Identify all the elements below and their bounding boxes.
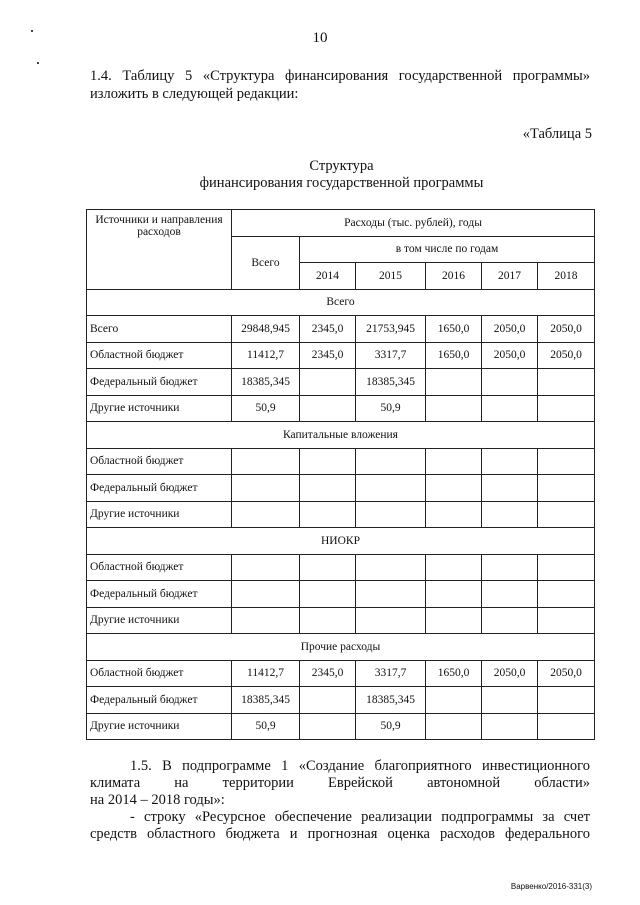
row-label: Федеральный бюджет <box>87 369 232 396</box>
value-cell <box>538 554 595 581</box>
section-title: НИОКР <box>87 528 595 555</box>
value-cell: 18385,345 <box>232 687 300 714</box>
value-cell <box>356 501 426 528</box>
page-number: 10 <box>312 30 328 46</box>
value-cell <box>482 607 538 634</box>
header-year: 2018 <box>538 263 595 290</box>
value-cell <box>426 581 482 608</box>
row-label: Федеральный бюджет <box>87 475 232 502</box>
header-row-1 <box>87 210 595 237</box>
header-by-years: в том числе по годам <box>300 236 595 263</box>
section-1-5 <box>90 758 590 843</box>
table-row <box>87 607 595 634</box>
row-label: Другие источники <box>87 395 232 422</box>
value-cell <box>426 713 482 740</box>
value-cell: 18385,345 <box>356 369 426 396</box>
header-sources: Источники и направления расходов <box>87 210 232 290</box>
row-label: Всего <box>87 316 232 343</box>
table-row <box>87 448 595 475</box>
value-cell <box>482 501 538 528</box>
row-label: Областной бюджет <box>87 554 232 581</box>
value-cell: 18385,345 <box>356 687 426 714</box>
header-year: 2015 <box>356 263 426 290</box>
table-row <box>87 713 595 740</box>
section-row <box>87 634 595 661</box>
scan-mark <box>37 62 39 64</box>
value-cell <box>300 581 356 608</box>
value-cell: 2050,0 <box>538 342 595 369</box>
value-cell <box>356 581 426 608</box>
row-label: Другие источники <box>87 501 232 528</box>
value-cell: 50,9 <box>356 395 426 422</box>
value-cell <box>232 501 300 528</box>
table-row <box>87 554 595 581</box>
value-cell <box>426 475 482 502</box>
row-label: Другие источники <box>87 713 232 740</box>
value-cell: 50,9 <box>232 395 300 422</box>
section-1-5-line-5: средств областного бюджета и прогнозная оценка расходов федерального <box>90 826 590 842</box>
value-cell <box>538 395 595 422</box>
value-cell: 1650,0 <box>426 316 482 343</box>
value-cell <box>482 448 538 475</box>
intro-line-2: изложить в следующей редакции: <box>90 86 299 102</box>
value-cell <box>538 581 595 608</box>
value-cell <box>300 448 356 475</box>
value-cell <box>482 395 538 422</box>
value-cell <box>482 369 538 396</box>
row-label: Областной бюджет <box>87 448 232 475</box>
value-cell <box>426 448 482 475</box>
value-cell: 2050,0 <box>538 316 595 343</box>
header-year: 2017 <box>482 263 538 290</box>
section-row <box>87 528 595 555</box>
footer-code: Варвенко/2016-331(3) <box>510 882 592 891</box>
value-cell: 1650,0 <box>426 660 482 687</box>
header-year: 2016 <box>426 263 482 290</box>
value-cell <box>356 475 426 502</box>
section-row <box>87 289 595 316</box>
value-cell: 1650,0 <box>426 342 482 369</box>
section-row <box>87 422 595 449</box>
value-cell <box>300 395 356 422</box>
row-label: Областной бюджет <box>87 660 232 687</box>
value-cell <box>232 475 300 502</box>
value-cell <box>300 554 356 581</box>
section-1-5-line-2: климата на территории Еврейской автономной области» <box>90 775 590 791</box>
section-title: Прочие расходы <box>87 634 595 661</box>
value-cell <box>538 687 595 714</box>
value-cell <box>426 369 482 396</box>
value-cell <box>232 607 300 634</box>
header-total: Всего <box>232 236 300 289</box>
value-cell <box>300 687 356 714</box>
table-row <box>87 660 595 687</box>
value-cell <box>538 501 595 528</box>
table-row <box>87 316 595 343</box>
value-cell <box>300 607 356 634</box>
value-cell <box>232 581 300 608</box>
section-1-5-line-4: - строку «Ресурсное обеспечение реализации подпрограммы за счет <box>130 809 590 825</box>
value-cell <box>482 475 538 502</box>
value-cell: 11412,7 <box>232 660 300 687</box>
value-cell <box>426 687 482 714</box>
value-cell <box>426 395 482 422</box>
row-label: Федеральный бюджет <box>87 687 232 714</box>
value-cell: 3317,7 <box>356 342 426 369</box>
value-cell: 50,9 <box>356 713 426 740</box>
section-title: Всего <box>87 289 595 316</box>
value-cell <box>300 369 356 396</box>
value-cell: 50,9 <box>232 713 300 740</box>
value-cell <box>300 501 356 528</box>
value-cell <box>356 554 426 581</box>
value-cell: 21753,945 <box>356 316 426 343</box>
value-cell: 11412,7 <box>232 342 300 369</box>
value-cell <box>426 607 482 634</box>
value-cell: 2345,0 <box>300 342 356 369</box>
value-cell <box>356 607 426 634</box>
table-row <box>87 687 595 714</box>
value-cell: 2345,0 <box>300 660 356 687</box>
section-title: Капитальные вложения <box>87 422 595 449</box>
table-row <box>87 475 595 502</box>
table-title-line-1: Структура <box>309 158 374 174</box>
value-cell <box>538 369 595 396</box>
value-cell <box>356 448 426 475</box>
value-cell: 2050,0 <box>482 342 538 369</box>
value-cell <box>538 448 595 475</box>
value-cell: 18385,345 <box>232 369 300 396</box>
table-row <box>87 501 595 528</box>
table-row <box>87 581 595 608</box>
value-cell <box>426 554 482 581</box>
row-label: Другие источники <box>87 607 232 634</box>
table-row <box>87 369 595 396</box>
table-reference: «Таблица 5 <box>522 126 592 142</box>
row-label: Федеральный бюджет <box>87 581 232 608</box>
value-cell <box>482 581 538 608</box>
section-1-5-line-1: 1.5. В подпрограмме 1 «Создание благоприятного инвестиционного <box>130 758 590 774</box>
value-cell <box>538 713 595 740</box>
table-title <box>90 158 593 192</box>
value-cell: 2345,0 <box>300 316 356 343</box>
value-cell: 2050,0 <box>482 660 538 687</box>
value-cell: 2050,0 <box>482 316 538 343</box>
value-cell <box>538 607 595 634</box>
intro-line-1: 1.4. Таблицу 5 «Структура финансирования государственной программы» <box>90 68 590 84</box>
header-expenses: Расходы (тыс. рублей), годы <box>232 210 595 237</box>
value-cell <box>426 501 482 528</box>
value-cell <box>232 448 300 475</box>
table-title-line-2: финансирования государственной программы <box>199 175 484 191</box>
section-1-5-line-3: на 2014 – 2018 годы»: <box>90 792 225 808</box>
value-cell <box>300 713 356 740</box>
table-row <box>87 395 595 422</box>
value-cell: 2050,0 <box>538 660 595 687</box>
value-cell <box>300 475 356 502</box>
value-cell <box>482 554 538 581</box>
header-year: 2014 <box>300 263 356 290</box>
financing-table <box>86 209 595 740</box>
value-cell <box>232 554 300 581</box>
row-label: Областной бюджет <box>87 342 232 369</box>
value-cell <box>482 713 538 740</box>
value-cell: 29848,945 <box>232 316 300 343</box>
value-cell <box>538 475 595 502</box>
value-cell: 3317,7 <box>356 660 426 687</box>
value-cell <box>482 687 538 714</box>
table-row <box>87 342 595 369</box>
